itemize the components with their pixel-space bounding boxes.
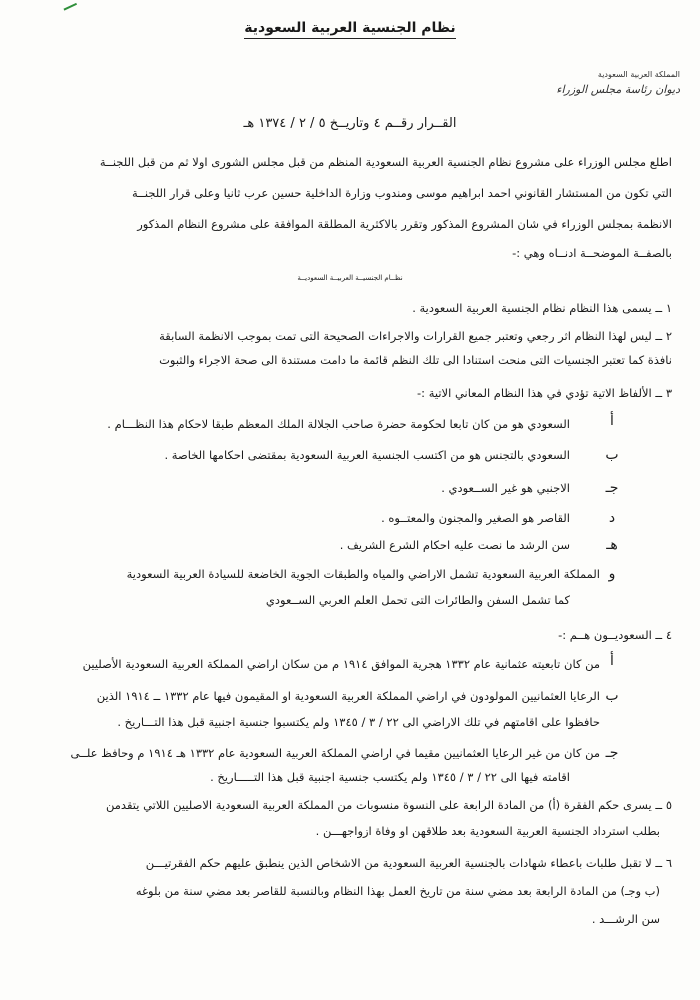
article-5-line-1: ٥ ــ يسرى حكم الفقرة (أ) من المادة الرابعة على النسوة منسوبات من المملكة العربية السعودية الاصليين اللاتي يتقدمن: [106, 798, 672, 812]
article-4-item-b-line-2: حافظوا على اقامتهم في تلك الاراضي الى ٢٢ / ٣ / ١٣٤٥ ولم يكتسبوا جنسية اجنبية قبل هذا التـــاريخ .: [117, 715, 600, 729]
article-5-line-2: بطلب استرداد الجنسية العربية السعودية بعد طلاقهن او وفاة ازواجهـــن .: [315, 824, 660, 838]
office-name: ديوان رئاسة مجلس الوزراء: [556, 83, 680, 96]
article-4-item-a: من كان تابعيته عثمانية عام ١٣٣٢ هجرية الموافق ١٩١٤ م من سكان اراضي المملكة العربية السعودية الأصليين: [82, 657, 600, 671]
item-marker: د: [608, 510, 616, 526]
article-6-line-1: ٦ ــ لا تقبل طلبات باعطاء شهادات بالجنسية العربية السعودية من الاشخاص الذين ينطبق عليهم حكم الفقرتيـــن: [145, 856, 672, 870]
definition-item: السعودي هو من كان تابعا لحكومة حضرة صاحب الجلالة الملك المعظم طبقا لاحكام هذا النظـــام .: [107, 417, 570, 431]
preamble-line-4: بالصفــة الموضحــة ادنــاه وهي :-: [512, 246, 672, 260]
item-marker: أ: [610, 413, 614, 429]
article-1: ١ ــ يسمى هذا النظام نظام الجنسية العربية السعودية .: [412, 301, 672, 315]
article-2-line-2: نافذة كما تعتبر الجنسيات التى منحت استنادا الى تلك النظم قائمة ما دامت مستندة الى صحة الاجراء والثبوت: [159, 353, 672, 367]
kingdom-name: المملكة العربية السعودية: [597, 70, 680, 79]
item-marker: ب: [605, 688, 619, 704]
regulation-subtitle: نظــام الجنسيــة العربيــة السعوديــة: [297, 274, 403, 282]
preamble-line-2: التي تكون من المستشار القانوني احمد ابراهيم موسى ومندوب وزارة الداخلية حسين عرب ثانيا وعلى قرار اللجنــة: [131, 186, 672, 200]
item-marker: جـ: [605, 480, 619, 496]
definition-item-continued: كما تشمل السفن والطائرات التى تحمل العلم العربي الســعودي: [265, 593, 570, 607]
item-marker: هـ: [606, 537, 618, 553]
corner-mark: [61, 0, 77, 11]
definition-item: السعودي بالتجنس هو من اكتسب الجنسية العربية السعودية بمقتضى احكامها الخاصة .: [164, 448, 570, 462]
preamble-line-3: الانظمة بمجلس الوزراء في شان المشروع المذكور وتقرر بالاكثرية المطلقة الموافقة على مشروع النظام المذكور: [137, 217, 672, 231]
article-2-line-1: ٢ ــ ليس لهذا النظام اثر رجعي وتعتبر جميع القرارات والاجراءات الصحيحة التى تمت بموجب الانظمة السابقة: [159, 329, 672, 343]
document-title: [0, 20, 700, 36]
item-marker: أ: [610, 653, 614, 669]
article-3: ٣ ــ الألفاظ الاتية تؤدي في هذا النظام المعاني الاتية :-: [417, 386, 672, 400]
document-title-text: نظام الجنسية العربية السعودية: [244, 20, 455, 39]
item-marker: جـ: [605, 745, 619, 761]
item-marker: و: [608, 566, 616, 582]
article-6-line-2: (ب وجـ) من المادة الرابعة بعد مضي سنة من تاريخ العمل بهذا النظام وبالنسبة للقاصر بعد مضي سنة من بلوغه: [135, 884, 660, 898]
article-4-item-c-line-1: من كان من غير الرعايا العثمانيين مقيما في اراضي المملكة العربية السعودية عام ١٣٣٢ هـ ١٩١٤ م وحافظ علــى: [70, 746, 600, 760]
article-4: ٤ ــ السعوديــون هــم :-: [558, 628, 672, 642]
preamble-line-1: اطلع مجلس الوزراء على مشروع نظام الجنسية العربية السعودية المنظم من قبل مجلس الشورى اولا ثم من قبل اللجنــة: [99, 155, 672, 169]
article-6-line-3: سن الرشـــد .: [591, 912, 660, 926]
article-4-item-c-line-2: اقامته فيها الى ٢٢ / ٣ / ١٣٤٥ ولم يكتسب جنسية اجنبية قبل هذا التـــــاريخ .: [210, 770, 570, 784]
definition-item: الاجنبي هو غير الســعودي .: [441, 481, 570, 495]
letterhead: [556, 70, 680, 96]
definition-item: سن الرشد ما نصت عليه احكام الشرع الشريف .: [339, 538, 570, 552]
definition-item: القاصر هو الصغير والمجنون والمعتــوه .: [381, 511, 570, 525]
decision-line: القــرار رقــم ٤ وتاريــخ ٥ / ٢ / ١٣٧٤ هـ: [243, 116, 457, 131]
definition-item: المملكة العربية السعودية تشمل الاراضي والمياه والطبقات الجوية الخاضعة للسيادة العربية السعودية: [126, 567, 600, 581]
item-marker: ب: [605, 447, 619, 463]
article-4-item-b-line-1: الرعايا العثمانيين المولودون في اراضي المملكة العربية السعودية او المقيمون فيها عام ١٣٣٢ ــ ١٩١٤ الذين: [96, 689, 600, 703]
